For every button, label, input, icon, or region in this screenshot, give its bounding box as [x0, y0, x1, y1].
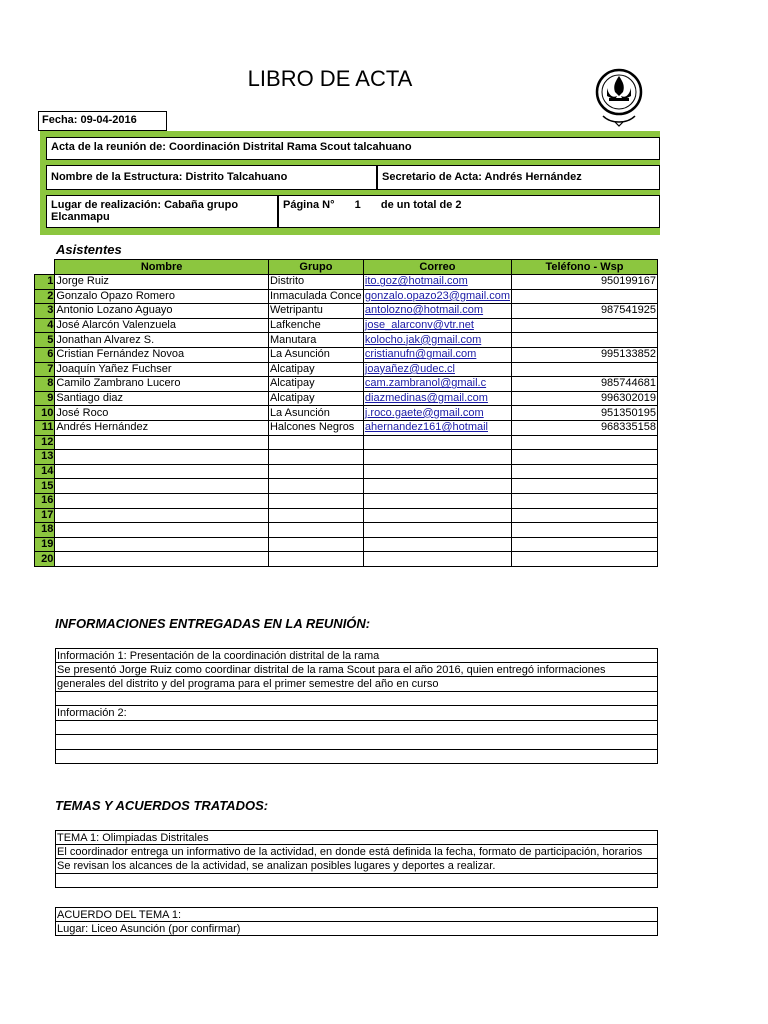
table-row — [35, 450, 658, 465]
cell-telefono — [512, 493, 658, 508]
cell-correo — [363, 508, 511, 523]
cell-telefono — [512, 537, 658, 552]
cell-telefono — [512, 552, 658, 567]
pagina-field — [278, 195, 660, 228]
cell-telefono — [512, 333, 658, 348]
table-row — [35, 377, 658, 392]
cell-nombre: Joaquín Yañez Fuchser — [55, 362, 269, 377]
list-item: Información 1: Presentación de la coordinación distrital de la rama — [55, 648, 658, 663]
list-item: Se revisan los alcances de la actividad, se analizan posibles lugares y deportes a realizar. — [55, 859, 658, 874]
cell-grupo — [268, 537, 363, 552]
table-row — [35, 479, 658, 494]
row-number: 11 — [35, 420, 55, 435]
acta-field: Acta de la reunión de: Coordinación Distrital Rama Scout talcahuano — [46, 137, 660, 160]
list-item: ACUERDO DEL TEMA 1: — [55, 907, 658, 922]
row-number: 8 — [35, 377, 55, 392]
row-number: 9 — [35, 391, 55, 406]
table-row — [35, 406, 658, 421]
list-item — [55, 874, 658, 889]
row-number: 14 — [35, 464, 55, 479]
cell-grupo — [268, 523, 363, 538]
cell-nombre: José Roco — [55, 406, 269, 421]
row-number: 13 — [35, 450, 55, 465]
cell-nombre: Santiago diaz — [55, 391, 269, 406]
cell-correo[interactable]: ahernandez161@hotmail — [363, 420, 511, 435]
cell-telefono: 950199167 — [512, 275, 658, 290]
row-number: 6 — [35, 347, 55, 362]
cell-correo — [363, 523, 511, 538]
cell-grupo: Manutara — [268, 333, 363, 348]
cell-grupo: Alcatipay — [268, 377, 363, 392]
cell-telefono: 996302019 — [512, 391, 658, 406]
page-title: LIBRO DE ACTA — [247, 66, 413, 91]
cell-correo[interactable]: ito.goz@hotmail.com — [363, 275, 511, 290]
cell-grupo — [268, 450, 363, 465]
cell-grupo: La Asunción — [268, 406, 363, 421]
estructura-field: Nombre de la Estructura: Distrito Talcahuano — [46, 165, 377, 190]
cell-correo — [363, 435, 511, 450]
list-item: Información 2: — [55, 706, 658, 721]
table-row — [35, 304, 658, 319]
cell-telefono: 985744681 — [512, 377, 658, 392]
table-row — [35, 508, 658, 523]
list-item — [55, 721, 658, 736]
table-row — [35, 435, 658, 450]
cell-correo — [363, 493, 511, 508]
pagina-label: Página N° — [283, 199, 335, 211]
cell-telefono — [512, 435, 658, 450]
temas-heading: TEMAS Y ACUERDOS TRATADOS: — [55, 798, 269, 813]
list-item: Se presentó Jorge Ruiz como coordinar distrital de la rama Scout para el año 2016, quien entregó informaciones — [55, 663, 658, 678]
table-row — [35, 289, 658, 304]
cell-correo[interactable]: antolozno@hotmail.com — [363, 304, 511, 319]
cell-telefono — [512, 318, 658, 333]
table-row — [35, 552, 658, 567]
cell-grupo: Distrito — [268, 275, 363, 290]
fecha-field: Fecha: 09-04-2016 — [38, 111, 167, 131]
cell-correo[interactable]: joayañez@udec.cl — [363, 362, 511, 377]
cell-nombre: Andrés Hernández — [55, 420, 269, 435]
cell-telefono — [512, 289, 658, 304]
table-row — [35, 318, 658, 333]
list-item: Lugar: Liceo Asunción (por confirmar) — [55, 922, 658, 937]
cell-grupo: La Asunción — [268, 347, 363, 362]
row-number: 3 — [35, 304, 55, 319]
table-row — [35, 275, 658, 290]
cell-grupo — [268, 508, 363, 523]
cell-nombre — [55, 537, 269, 552]
row-number: 18 — [35, 523, 55, 538]
cell-nombre — [55, 450, 269, 465]
cell-correo[interactable]: gonzalo.opazo23@gmail.com — [364, 289, 510, 302]
cell-grupo — [268, 464, 363, 479]
cell-nombre: Gonzalo Opazo Romero — [55, 289, 269, 304]
cell-nombre — [55, 552, 269, 567]
cell-nombre: Cristian Fernández Novoa — [55, 347, 269, 362]
cell-nombre — [55, 523, 269, 538]
cell-nombre: Camilo Zambrano Lucero — [55, 377, 269, 392]
cell-grupo — [268, 493, 363, 508]
cell-nombre: Antonio Lozano Aguayo — [55, 304, 269, 319]
cell-telefono — [512, 523, 658, 538]
row-number: 16 — [35, 493, 55, 508]
acuerdo-box — [55, 907, 658, 936]
cell-nombre — [55, 435, 269, 450]
cell-nombre — [55, 479, 269, 494]
row-number: 19 — [35, 537, 55, 552]
cell-correo — [363, 537, 511, 552]
cell-grupo: Halcones Negros — [268, 420, 363, 435]
cell-correo[interactable]: cam.zambranol@gmail.c — [363, 377, 511, 392]
cell-nombre — [55, 508, 269, 523]
list-item — [55, 750, 658, 765]
list-item: TEMA 1: Olimpiadas Distritales — [55, 830, 658, 845]
cell-telefono: 995133852 — [512, 347, 658, 362]
cell-correo — [363, 552, 511, 567]
cell-nombre: Jonathan Alvarez S. — [55, 333, 269, 348]
table-row — [35, 420, 658, 435]
cell-correo[interactable]: cristianufn@gmail.com — [363, 347, 511, 362]
list-item — [55, 735, 658, 750]
row-number: 4 — [35, 318, 55, 333]
row-number: 7 — [35, 362, 55, 377]
row-number: 10 — [35, 406, 55, 421]
cell-nombre — [55, 493, 269, 508]
cell-correo — [363, 464, 511, 479]
scout-emblem-icon — [593, 66, 645, 128]
cell-telefono — [512, 479, 658, 494]
cell-telefono: 968335158 — [512, 420, 658, 435]
row-number: 17 — [35, 508, 55, 523]
informaciones-heading: INFORMACIONES ENTREGADAS EN LA REUNIÓN: — [55, 616, 371, 631]
row-number: 5 — [35, 333, 55, 348]
table-row — [35, 333, 658, 348]
cell-grupo — [268, 435, 363, 450]
list-item: El coordinador entrega un informativo de la actividad, en donde está definida la fecha, formato de participación, horarios — [55, 845, 658, 860]
row-number: 20 — [35, 552, 55, 567]
cell-grupo: Lafkenche — [268, 318, 363, 333]
cell-correo[interactable]: j.roco.gaete@gmail.com — [363, 406, 511, 421]
asistentes-heading: Asistentes — [56, 242, 122, 257]
table-row — [35, 464, 658, 479]
col-correo: Correo — [363, 260, 511, 275]
row-number: 2 — [35, 289, 55, 304]
row-number: 12 — [35, 435, 55, 450]
col-telefono: Teléfono - Wsp — [512, 260, 658, 275]
pagina-total: de un total de 2 — [380, 199, 462, 211]
secretario-field: Secretario de Acta: Andrés Hernández — [377, 165, 660, 190]
row-number: 1 — [35, 275, 55, 290]
cell-correo — [363, 450, 511, 465]
table-row — [35, 391, 658, 406]
lugar-field: Lugar de realización: Cabaña grupo Elcanmapu — [46, 195, 278, 228]
table-row — [35, 537, 658, 552]
cell-grupo — [268, 552, 363, 567]
cell-telefono — [512, 450, 658, 465]
cell-telefono — [512, 508, 658, 523]
cell-nombre — [55, 464, 269, 479]
table-row — [35, 523, 658, 538]
asistentes-table — [34, 259, 658, 567]
cell-grupo: Inmaculada Conce — [269, 289, 362, 302]
cell-correo[interactable]: diazmedinas@gmail.com — [363, 391, 511, 406]
cell-correo[interactable]: kolocho.jak@gmail.com — [363, 333, 511, 348]
cell-grupo: Alcatipay — [268, 362, 363, 377]
cell-telefono — [512, 362, 658, 377]
cell-grupo — [268, 479, 363, 494]
cell-correo — [363, 479, 511, 494]
cell-correo[interactable]: jose_alarconv@vtr.net — [363, 318, 511, 333]
list-item: generales del distrito y del programa para el primer semestre del año en curso — [55, 677, 658, 692]
cell-grupo: Alcatipay — [268, 391, 363, 406]
informaciones-box — [55, 648, 658, 764]
temas-box — [55, 830, 658, 888]
cell-nombre: José Alarcón Valenzuela — [55, 318, 269, 333]
row-number: 15 — [35, 479, 55, 494]
cell-grupo: Wetripantu — [268, 304, 363, 319]
col-nombre: Nombre — [55, 260, 269, 275]
table-row — [35, 493, 658, 508]
list-item — [55, 692, 658, 707]
cell-telefono: 951350195 — [512, 406, 658, 421]
table-row — [35, 362, 658, 377]
table-row — [35, 347, 658, 362]
pagina-num: 1 — [354, 199, 361, 211]
cell-nombre: Jorge Ruiz — [55, 275, 269, 290]
cell-telefono — [512, 464, 658, 479]
col-grupo: Grupo — [268, 260, 363, 275]
cell-telefono: 987541925 — [512, 304, 658, 319]
